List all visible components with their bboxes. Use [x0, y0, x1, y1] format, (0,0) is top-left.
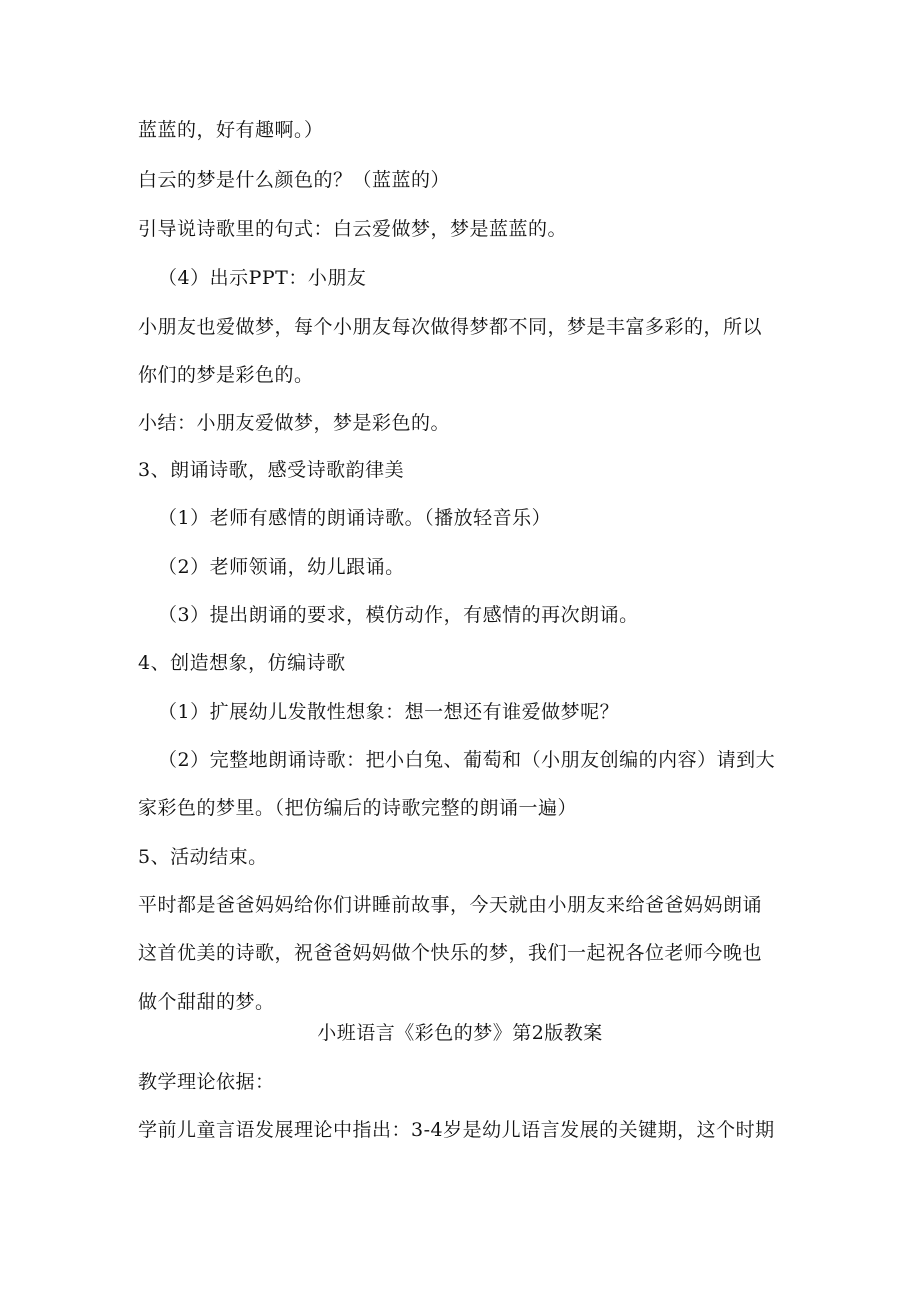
text-line: 蓝蓝的，好有趣啊。）: [138, 119, 324, 141]
section-heading: 5、活动结束。: [138, 846, 268, 868]
text-line: （3）提出朗诵的要求，模仿动作，有感情的再次朗诵。: [158, 604, 639, 626]
text-line: 你们的梦是彩色的。: [138, 364, 314, 386]
text-line: 小结：小朋友爱做梦，梦是彩色的。: [138, 412, 451, 434]
text-line: 小朋友也爱做梦，每个小朋友每次做得梦都不同，梦是丰富多彩的，所以: [138, 316, 763, 338]
text-line: 教学理论依据：: [138, 1071, 275, 1093]
text-line: （1）老师有感情的朗诵诗歌。（播放轻音乐）: [158, 507, 552, 529]
text-line: 家彩色的梦里。（把仿编后的诗歌完整的朗诵一遍）: [138, 797, 578, 819]
text-line: 平时都是爸爸妈妈给你们讲睡前故事，今天就由小朋友来给爸爸妈妈朗诵: [138, 894, 763, 916]
text-line: （2）完整地朗诵诗歌：把小白兔、葡萄和（小朋友创编的内容）请到大: [158, 749, 776, 771]
section-heading: 3、朗诵诗歌，感受诗歌韵律美: [138, 459, 405, 481]
text-line: 做个甜甜的梦。: [138, 991, 275, 1013]
text-line: （4）出示PPT：小朋友: [158, 267, 367, 289]
text-line: （1）扩展幼儿发散性想象：想一想还有谁爱做梦呢？: [158, 701, 620, 723]
document-title: 小班语言《彩色的梦》第2版教案: [317, 1022, 603, 1044]
section-heading: 4、创造想象，仿编诗歌: [138, 652, 346, 674]
text-line: 这首优美的诗歌，祝爸爸妈妈做个快乐的梦，我们一起祝各位老师今晚也: [138, 942, 763, 964]
text-line: 引导说诗歌里的句式：白云爱做梦，梦是蓝蓝的。: [138, 218, 568, 240]
text-line: 学前儿童言语发展理论中指出：3-4岁是幼儿语言发展的关键期，这个时期: [138, 1119, 775, 1141]
text-line: （2）老师领诵，幼儿跟诵。: [158, 556, 405, 578]
text-line: 白云的梦是什么颜色的？（蓝蓝的）: [138, 169, 451, 191]
